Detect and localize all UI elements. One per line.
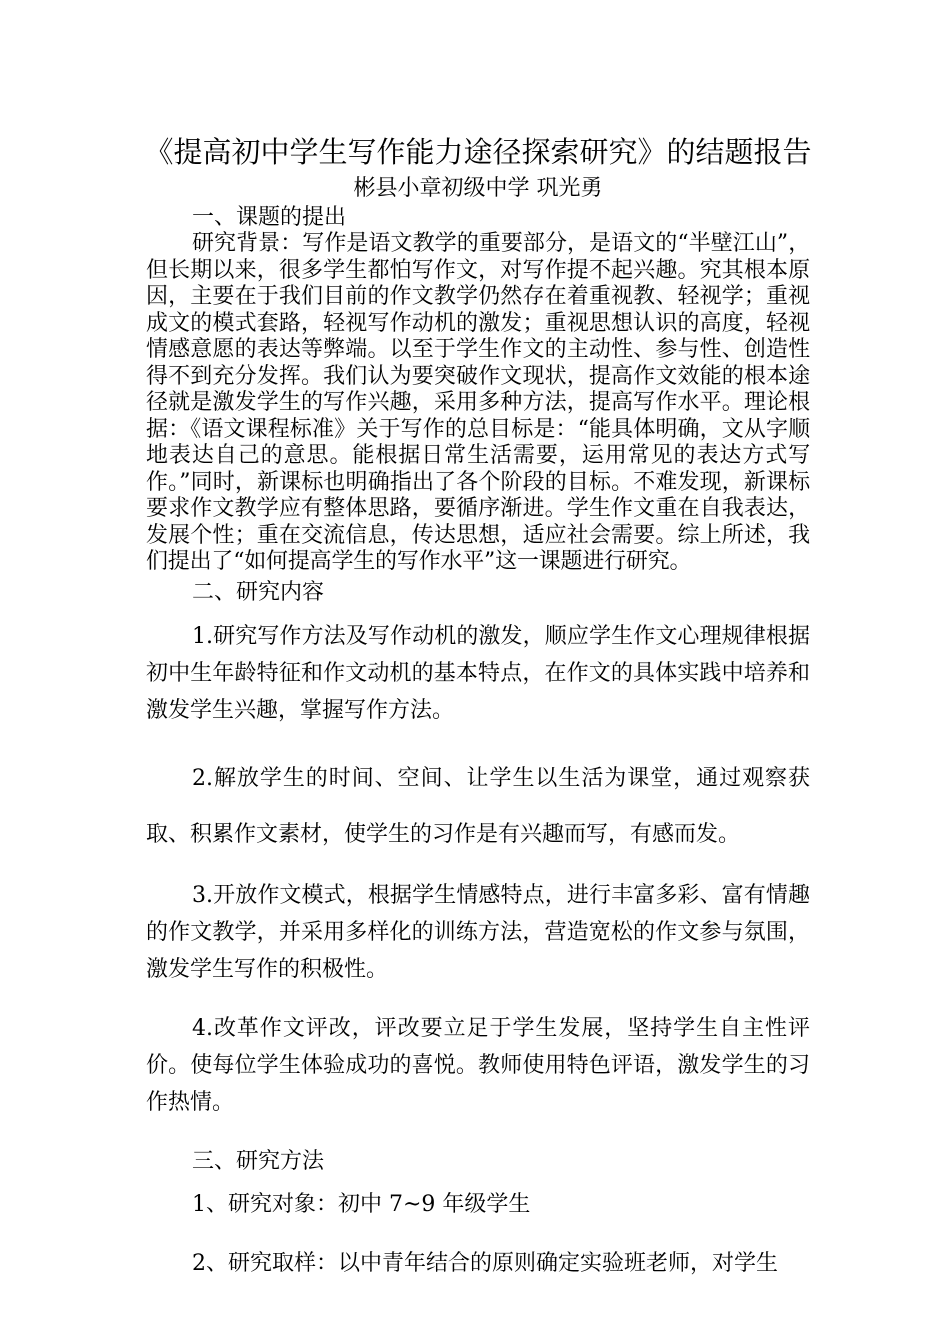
content-item-4: 4.改革作文评改，评改要立足于学生发展，坚持学生自主性评价。使每位学生体验成功的喜悦。教师使用特色评语，激发学生的习作热情。 bbox=[146, 1015, 810, 1115]
author-line: 彬县小章初级中学 巩光勇 bbox=[353, 176, 603, 201]
section-heading-1: 一、课题的提出 bbox=[192, 205, 347, 230]
section-heading-2: 二、研究内容 bbox=[192, 579, 325, 605]
document-page bbox=[146, 130, 810, 1304]
method-item-2: 2、研究取样：以中青年结合的原则确定实验班老师，对学生 bbox=[192, 1250, 778, 1276]
section-heading-3: 三、研究方法 bbox=[192, 1148, 325, 1174]
content-item-1: 1.研究写作方法及写作动机的激发，顺应学生作文心理规律根据初中生年龄特征和作文动机的基本特点，在作文的具体实践中培养和激发学生兴趣，掌握写作方法。 bbox=[146, 623, 810, 723]
section-1-paragraph: 研究背景：写作是语文教学的重要部分，是语文的“半壁江山”，但长期以来，很多学生都怕写作文，对写作提不起兴趣。究其根本原因，主要在于我们目前的作文教学仍然存在着重视教、轻视学；重视成文的模式套路，轻视写作动机的激发；重视思想认识的高度，轻视情感意愿的表达等弊端。以至于学生作文的主动性、参与性、创造性得不到充分发挥。我们认为要突破作文现状，提高作文效能的根本途径就是激发学生的写作兴趣，采用多种方法，提高写作水平。理论根据：《语文课程标准》关于写作的总目标是：“能具体明确，文从字顺地表达自己的意思。能根据日常生活需要，运用常见的表达方式写作。”同时，新课标也明确指出了各个阶段的目标。不难发现，新课标要求作文教学应有整体思路，要循序渐进。学生作文重在自我表达，发展个性；重在交流信息，传达思想，适应社会需要。综上所述，我们提出了“如何提高学生的写作水平”这一课题进行研究。 bbox=[146, 231, 810, 574]
document-title: 《提高初中学生写作能力途径探索研究》的结题报告 bbox=[144, 135, 812, 169]
method-item-1: 1、研究对象：初中 7~9 年级学生 bbox=[192, 1191, 531, 1217]
content-item-2: 2.解放学生的时间、空间、让学生以生活为课堂，通过观察获取、积累作文素材，使学生的习作是有兴趣而写，有感而发。 bbox=[146, 765, 810, 847]
content-item-3: 3.开放作文模式，根据学生情感特点，进行丰富多彩、富有情趣的作文教学，并采用多样化的训练方法，营造宽松的作文参与氛围，激发学生写作的积极性。 bbox=[146, 882, 810, 982]
